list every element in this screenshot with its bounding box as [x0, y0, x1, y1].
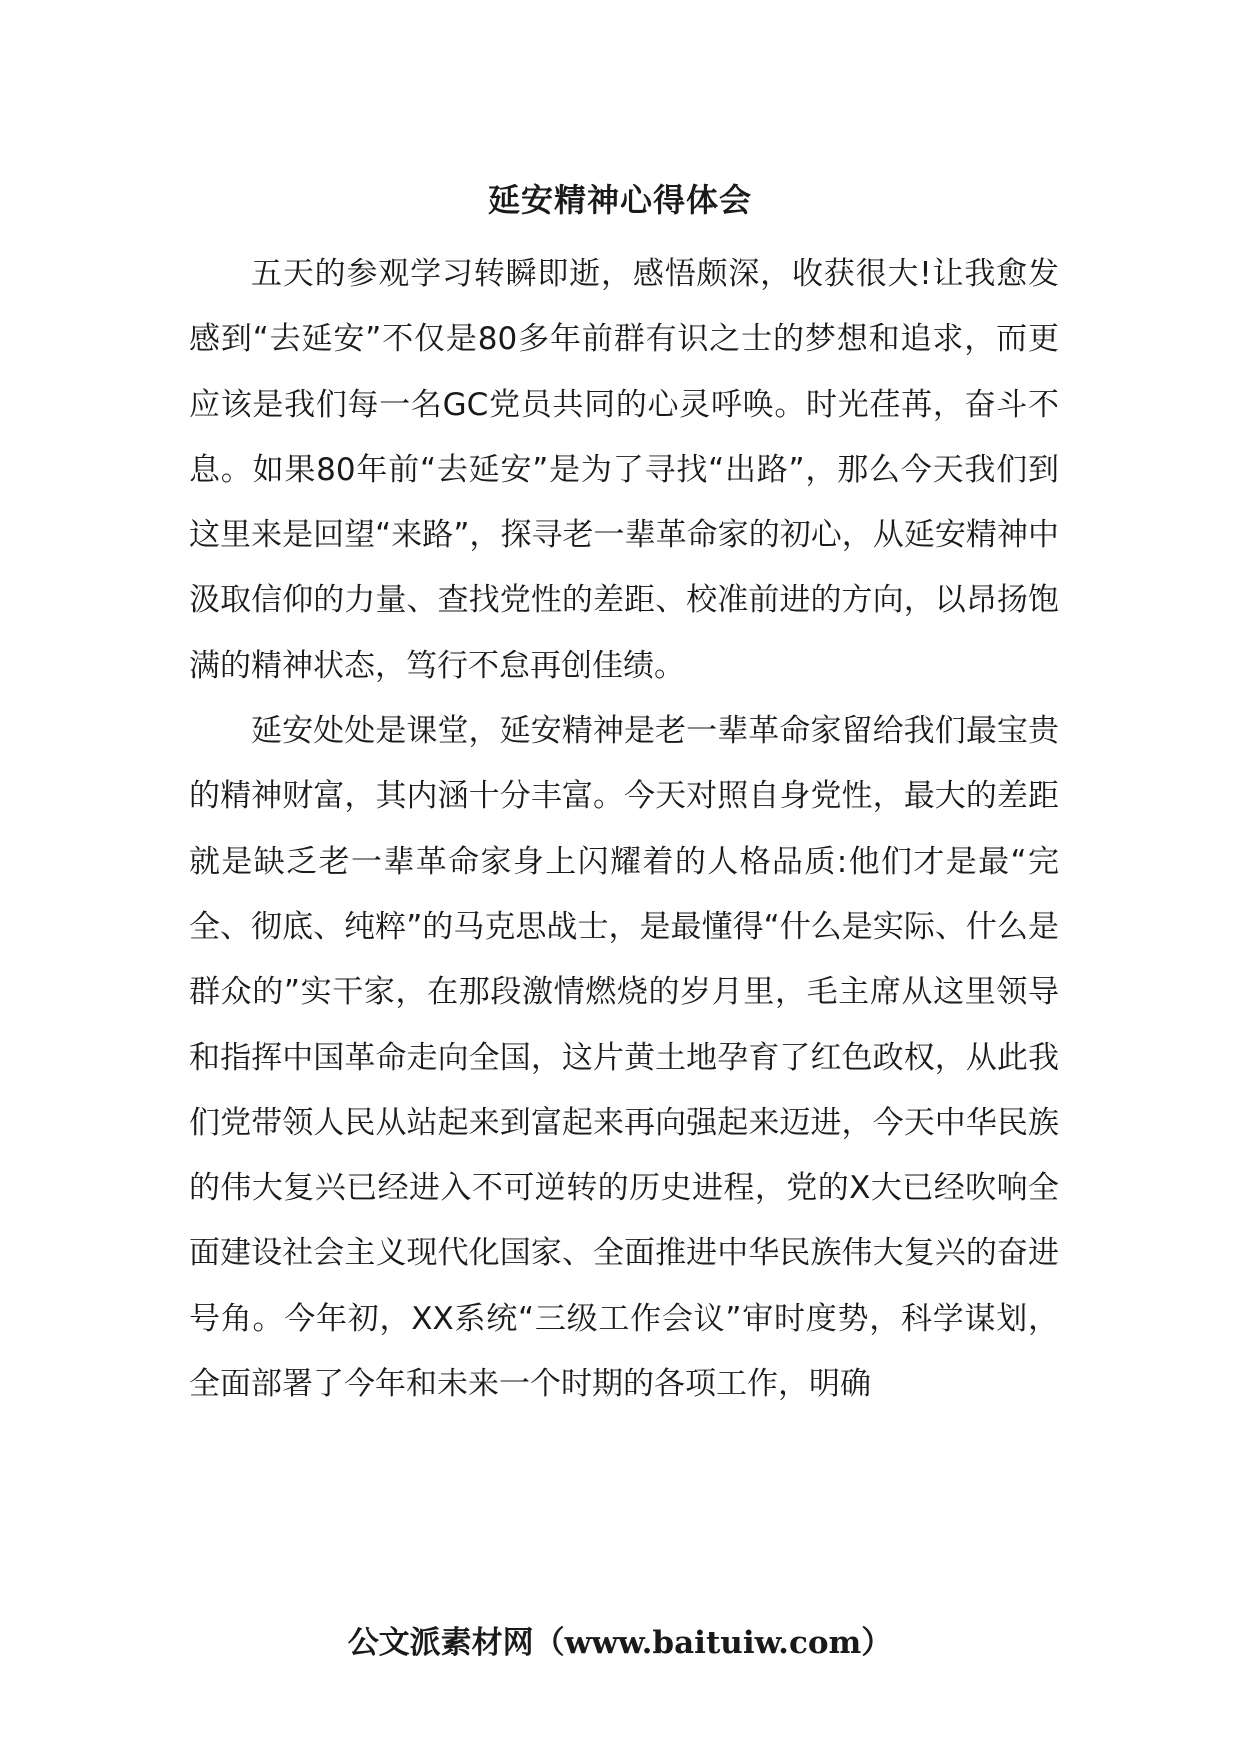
paragraph-2: 延安处处是课堂，延安精神是老一辈革命家留给我们最宝贵的精神财富，其内涵十分丰富。今天对照自身党性，最大的差距就是缺乏老一辈革命家身上闪耀着的人格品质:他们才是最“完全、彻底、纯粹”的马克思战士，是最懂得“什么是实际、什么是群众的”实干家，在那段激情燃烧的岁月里，毛主席从这里领导和指挥中国革命走向全国，这片黄土地孕育了红色政权，从此我们党带领人民从站起来到富起来再向强起来迈进，今天中华民族的伟大复兴已经进入不可逆转的历史进程，党的X大已经吹响全面建设社会主义现代化国家、全面推进中华民族伟大复兴的奋进号角。今年初，XX系统“三级工作会议”审时度势，科学谋划，全面部署了今年和未来一个时期的各项工作，明确	[189, 713, 1059, 1403]
footer-watermark: 公文派素材网（www.baituiw.com）	[347, 1625, 893, 1661]
document-title: 延安精神心得体会	[487, 181, 752, 219]
paragraph-1: 五天的参观学习转瞬即逝，感悟颇深，收获很大!让我愈发感到“去延安”不仅是80多年前群有识之士的梦想和追求，而更应该是我们每一名GC党员共同的心灵呼唤。时光荏苒，奋斗不息。如果80年前“去延安”是为了寻找“出路”，那么今天我们到这里来是回望“来路”，探寻老一辈革命家的初心，从延安精神中汲取信仰的力量、查找党性的差距、校准前进的方向，以昂扬饱满的精神状态，笃行不怠再创佳绩。	[189, 256, 1059, 684]
document-body	[189, 242, 1059, 1417]
